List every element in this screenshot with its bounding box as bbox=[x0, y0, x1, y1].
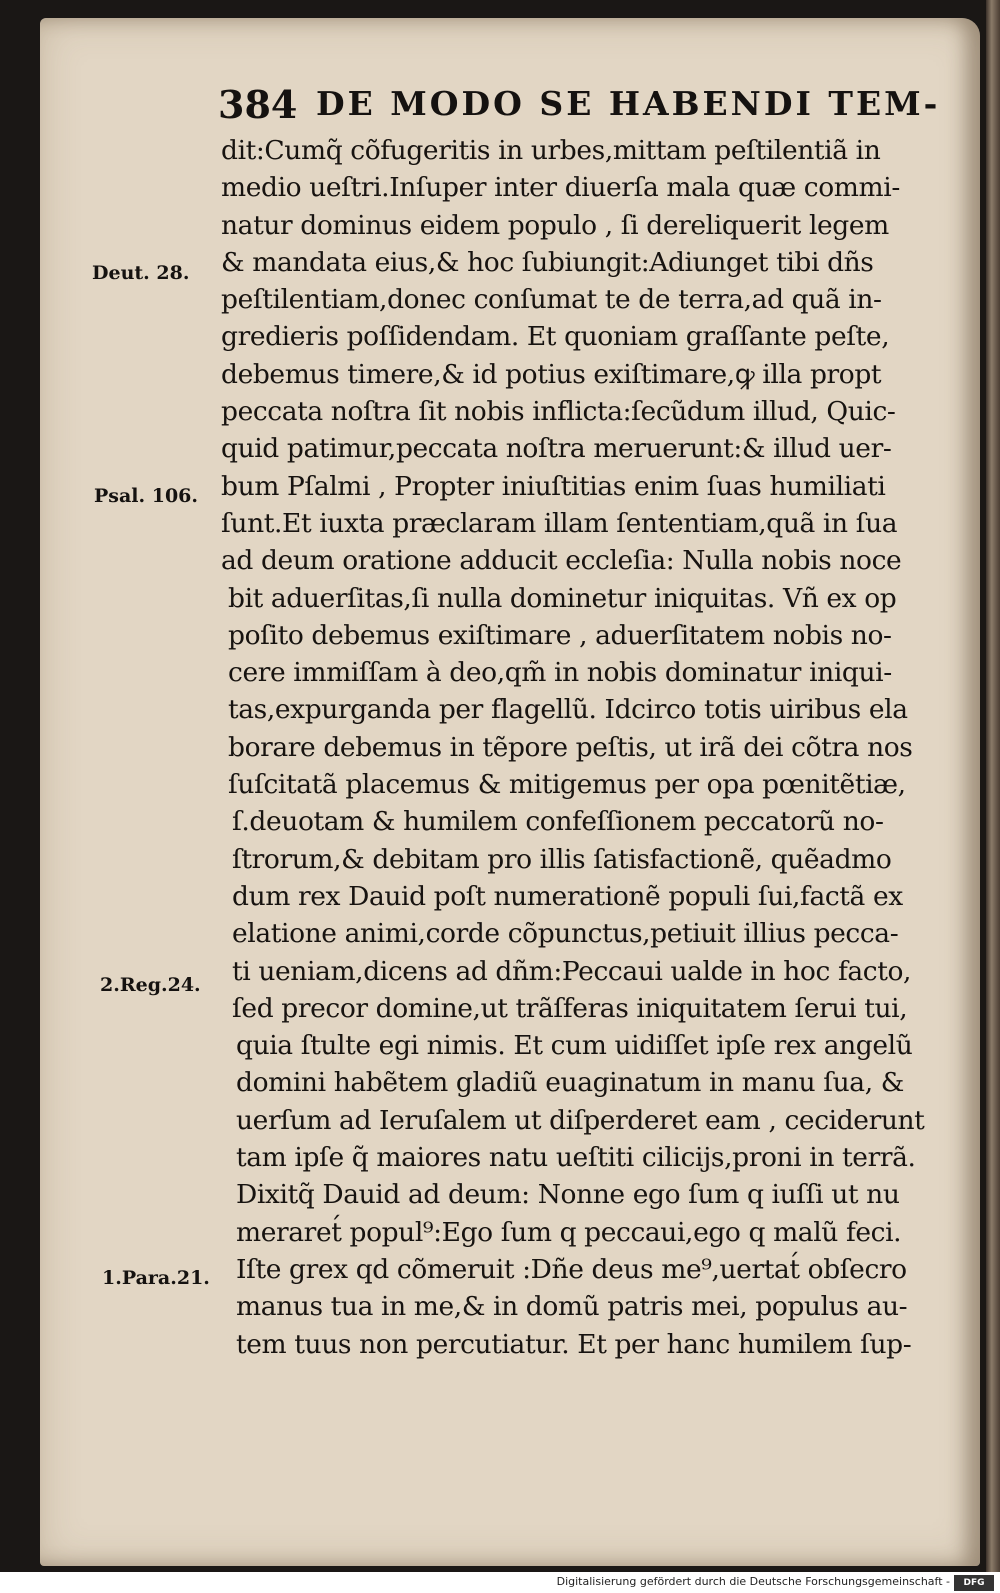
text-line: & mandata eius,& hoc ſubiungit:Adiunget tibi dñs bbox=[221, 246, 874, 278]
text-line: ad deum oratione adducit eccleſia: Nulla nobis noce bbox=[221, 545, 902, 577]
text-line: tas,expurganda per flagellũ. Idcirco totis uiribus ela bbox=[228, 694, 908, 726]
text-line: debemus timere,& id potius exiſtimare,ꝙ illa propt bbox=[221, 358, 882, 390]
text-line: peccata noſtra ſit nobis inflicta:ſecũdum illud, Quic- bbox=[221, 396, 896, 428]
digitization-footer bbox=[0, 1572, 1000, 1593]
text-line: elatione animi,corde cõpunctus,petiuit illius pecca- bbox=[232, 918, 899, 950]
text-line: bit aduerſitas,ſi nulla dominetur iniquitas. Vñ ex op bbox=[228, 582, 897, 614]
text-line: tem tuus non percutiatur. Et per hanc humilem ſup- bbox=[236, 1328, 912, 1360]
footer-credit: Digitalisierung gefördert durch die Deutsche Forschungsgemeinschaft - bbox=[556, 1575, 950, 1588]
text-line: dit:Cumq̃ cõfugeritis in urbes,mittam peſtilentiã in bbox=[221, 135, 881, 166]
text-line: poſito debemus exiſtimare , aduerſitatem nobis no- bbox=[228, 619, 892, 651]
dfg-logo: DFG bbox=[954, 1575, 994, 1591]
text-line: bum Pſalmi , Propter iniuſtitias enim ſuas humiliati bbox=[221, 470, 886, 502]
text-line: ſ.deuotam & humilem confeſſionem peccatorũ no- bbox=[232, 806, 884, 838]
text-line: natur dominus eidem populo , ſi dereliquerit legem bbox=[221, 209, 889, 241]
text-line: ſunt.Et iuxta præclaram illam ſententiam,quã in ſua bbox=[221, 507, 898, 539]
text-line: uerſum ad Ieruſalem ut diſperderet eam , ceciderunt bbox=[236, 1104, 925, 1136]
text-line: Iſte grex qd cõmeruit :Dñe deus me⁹,uertat́ obſecro bbox=[236, 1253, 907, 1285]
text-line: dum rex Dauid poſt numerationẽ populi ſui,factã ex bbox=[232, 880, 903, 912]
page-number: 384 bbox=[218, 82, 298, 127]
margin-note-para: 1.Para.21. bbox=[102, 1267, 210, 1289]
margin-note-reg: 2.Reg.24. bbox=[100, 974, 201, 996]
text-line: domini habẽtem gladiũ euaginatum in manu ſua, & bbox=[236, 1067, 904, 1099]
text-line: ſtrorum,& debitam pro illis ſatisfactionẽ, quẽadmo bbox=[232, 843, 892, 875]
book-spine-edge bbox=[986, 0, 1000, 1580]
text-line: Dixitq̃ Dauid ad deum: Nonne ego ſum q iuſſi ut nu bbox=[236, 1179, 900, 1211]
text-line: manus tua in me,& in domũ patris mei, populus au- bbox=[236, 1291, 908, 1323]
margin-note-deut: Deut. 28. bbox=[92, 262, 190, 284]
text-line: meraret́ popul⁹:Ego ſum q peccaui,ego q malũ feci. bbox=[236, 1216, 902, 1248]
running-title: DE MODO SE HABENDI TEM- bbox=[316, 84, 941, 123]
text-line: gredieris poſſidendam. Et quoniam graſſante peſte, bbox=[221, 321, 890, 353]
margin-note-psal: Psal. 106. bbox=[94, 485, 199, 507]
text-line: tam ipſe q̃ maiores natu ueſtiti cilicijs,proni in terrã. bbox=[236, 1142, 916, 1174]
text-line: quid patimur,peccata noſtra meruerunt:& illud uer- bbox=[221, 433, 892, 465]
text-line: ſed precor domine,ut trãſferas iniquitatem ſerui tui, bbox=[232, 992, 908, 1024]
text-line: borare debemus in tẽpore peſtis, ut irã dei cõtra nos bbox=[228, 731, 913, 763]
text-line: peſtilentiam,donec conſumat te de terra,ad quã in- bbox=[221, 284, 882, 316]
text-line: quia ſtulte egi nimis. Et cum uidiſſet ipſe rex angelũ bbox=[236, 1030, 913, 1062]
body-text bbox=[221, 132, 941, 1363]
text-line: medio ueſtri.Inſuper inter diuerſa mala quæ commi- bbox=[221, 172, 900, 204]
text-line: cere immiſſam à deo,qm̃ in nobis dominatur iniqui- bbox=[228, 657, 892, 689]
text-line: ti ueniam,dicens ad dñm:Peccaui ualde in hoc facto, bbox=[232, 955, 912, 987]
text-line: ſuſcitatã placemus & mitigemus per opa pœnitẽtiæ, bbox=[228, 769, 906, 801]
